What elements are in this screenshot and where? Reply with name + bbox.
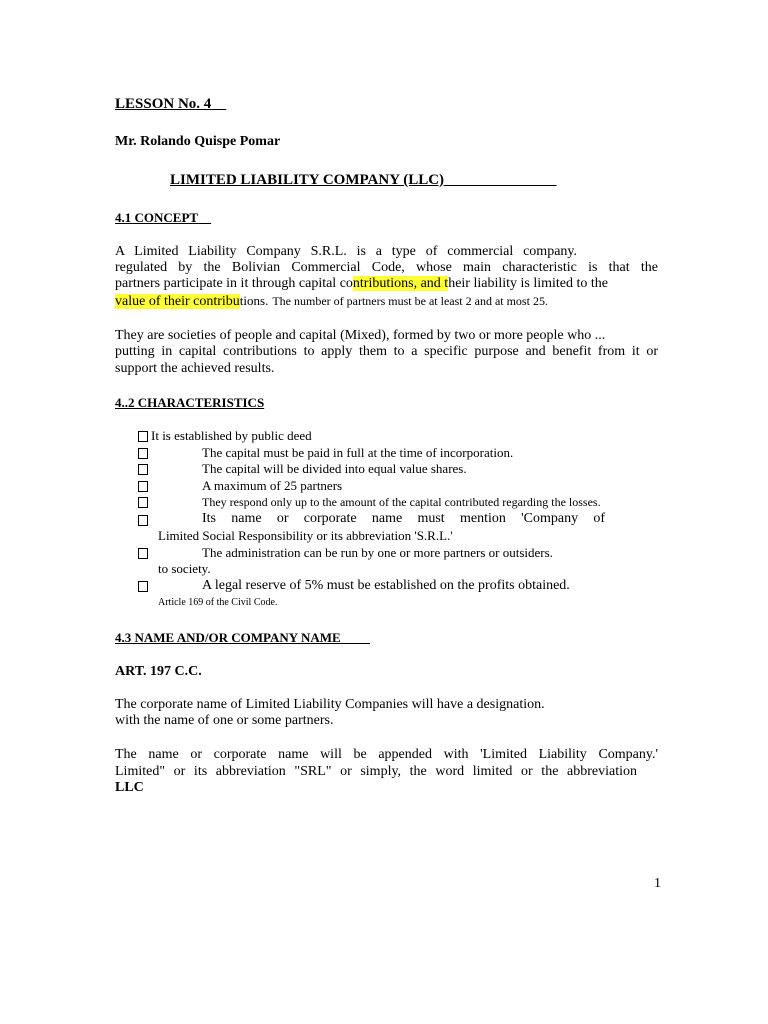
author-name: Mr. Rolando Quispe Pomar <box>115 134 281 149</box>
bullet-box <box>138 515 148 526</box>
section-43-heading-text: 4.3 NAME AND/OR COMPANY NAME <box>115 630 341 645</box>
concept-p1-line1: A Limited Liability Company S.R.L. is a type of commercial company. <box>115 244 577 259</box>
concept-p2-line3: support the achieved results. <box>115 361 275 376</box>
concept-p2-line2: putting in capital contributions to apply them to a specific purpose and benefit from it or <box>115 344 658 359</box>
concept-p1-line3 <box>115 276 635 292</box>
characteristic-item: The administration can be run by one or more partners or outsiders. <box>202 545 553 560</box>
bullet-box <box>138 431 148 442</box>
section-41-heading <box>115 210 211 226</box>
characteristic-item: The capital will be divided into equal value shares. <box>202 461 467 476</box>
characteristic-item: A maximum of 25 partners <box>202 478 343 493</box>
name-p1-line1: The corporate name of Limited Liability Companies will have a designation. <box>115 697 545 712</box>
bullet-box <box>138 448 148 459</box>
concept-p2-line1: They are societies of people and capital (Mixed), formed by two or more people who ... <box>115 328 606 343</box>
document-title <box>170 172 557 189</box>
characteristic-item: It is established by public deed <box>151 428 312 443</box>
name-p2-line2: Limited" or its abbreviation "SRL" or simply, the word limited or the abbreviation <box>115 764 637 779</box>
bullet-box <box>138 548 148 559</box>
name-p2-line1: The name or corporate name will be appended with 'Limited Liability Company.' <box>115 747 658 762</box>
lesson-title <box>115 96 226 113</box>
section-41-heading-text: 4.1 CONCEPT <box>115 210 199 225</box>
bullet-box <box>138 481 148 492</box>
concept-p1-line4 <box>115 292 548 310</box>
concept-highlight-1: ntributions, and t <box>352 276 449 291</box>
characteristic-item: They respond only up to the amount of the capital contributed regarding the losses. <box>202 495 601 509</box>
characteristic-item-continuation: Limited Social Responsibility or its abbreviation 'S.R.L.' <box>158 528 453 543</box>
civil-code-note: Article 169 of the Civil Code. <box>158 597 278 608</box>
name-p2-line3: LLC <box>115 780 144 795</box>
concept-p1-line4-partners: The number of partners must be at least 2 and at most 25. <box>272 294 548 308</box>
bullet-box <box>138 464 148 475</box>
section-43-heading <box>115 630 370 646</box>
bullet-box <box>138 581 148 592</box>
lesson-title-text: LESSON No. 4 <box>115 96 212 112</box>
lesson-title-underline-fill <box>211 96 226 112</box>
characteristic-item-continuation: to society. <box>158 561 211 576</box>
concept-p1-line3-start: partners participate in it through capital co <box>115 276 353 291</box>
section-42-heading: 4..2 CHARACTERISTICS <box>115 395 265 410</box>
concept-p1-line2: regulated by the Bolivian Commercial Code, whose main characteristic is that the <box>115 260 658 275</box>
name-p1-line2: with the name of one or some partners. <box>115 713 334 728</box>
characteristic-item: The capital must be paid in full at the time of incorporation. <box>202 445 514 460</box>
concept-highlight-2: value of their contribu <box>115 294 240 309</box>
page-number: 1 <box>654 876 661 891</box>
characteristic-item: Its name or corporate name must mention 'Company of <box>202 511 605 526</box>
section-43-underline-fill <box>341 630 370 645</box>
concept-p1-line4-tail: tions. <box>239 293 269 308</box>
concept-p1-line3-end: heir liability is limited to the <box>448 276 609 291</box>
bullet-box <box>138 497 148 508</box>
document-title-text: LIMITED LIABILITY COMPANY (LLC) <box>170 172 445 188</box>
article-reference: ART. 197 C.C. <box>115 664 202 679</box>
characteristic-item: A legal reserve of 5% must be established on the profits obtained. <box>202 578 570 593</box>
section-41-underline-fill <box>198 210 211 225</box>
document-title-underline-fill <box>444 172 557 188</box>
